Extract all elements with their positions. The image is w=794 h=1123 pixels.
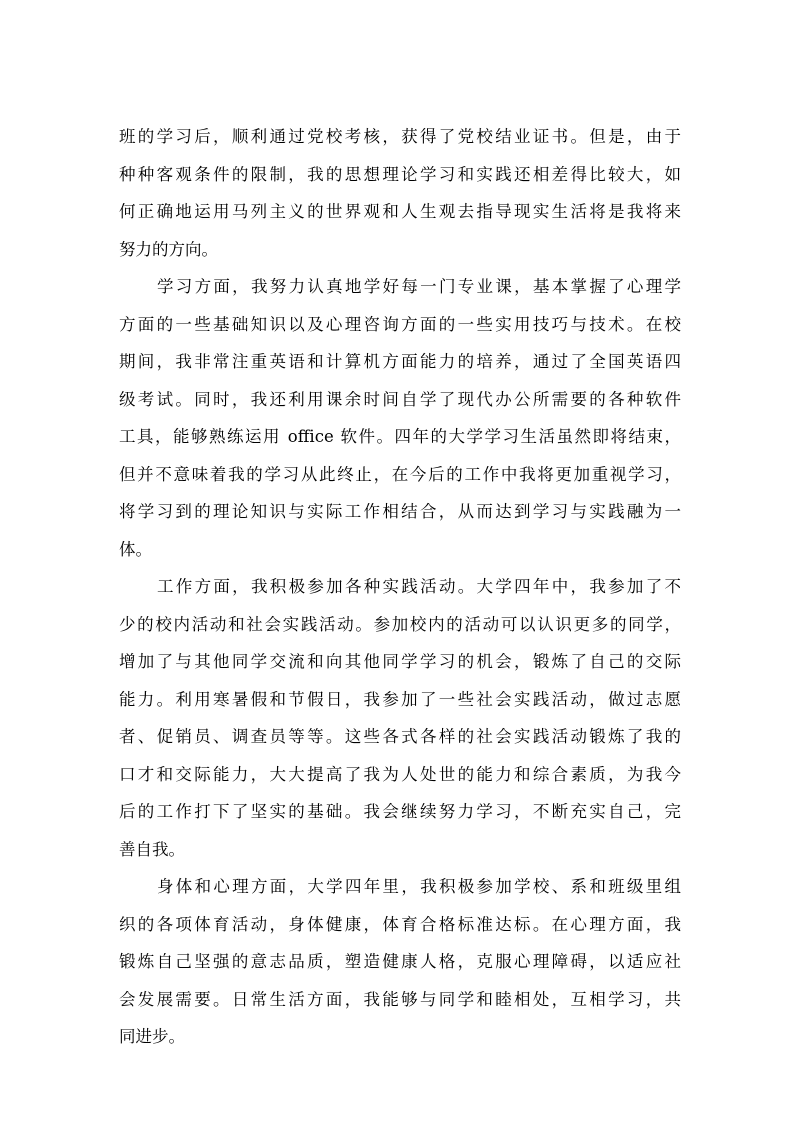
text-line: 少的校内活动和社会实践活动。参加校内的活动可以认识更多的同学，: [119, 614, 681, 634]
text-line: 能力。利用寒暑假和节假日，我参加了一些社会实践活动，做过志愿: [119, 689, 681, 709]
document-body: [119, 118, 681, 1056]
text-line: 方面的一些基础知识以及心理咨询方面的一些实用技巧与技术。在校: [119, 314, 681, 334]
text-line: 工作方面，我积极参加各种实践活动。大学四年中，我参加了不: [157, 577, 681, 596]
text-line: 身体和心理方面，大学四年里，我积极参加学校、系和班级里组: [157, 877, 681, 896]
paragraph: [119, 268, 681, 568]
paragraph: [119, 568, 681, 868]
text-line: 善自我。: [119, 839, 185, 859]
text-line: 者、促销员、调查员等等。这些各式各样的社会实践活动锻炼了我的: [119, 727, 681, 746]
text-line: 锻炼自己坚强的意志品质，塑造健康人格，克服心理障碍，以适应社: [119, 952, 681, 971]
text-line: 学习方面，我努力认真地学好每一门专业课，基本掌握了心理学: [157, 277, 681, 296]
text-line: 织的各项体育活动，身体健康，体育合格标准达标。在心理方面，我: [119, 914, 681, 934]
text-line: 努力的方向。: [119, 239, 218, 259]
text-line: 何正确地运用马列主义的世界观和人生观去指导现实生活将是我将来: [119, 202, 681, 221]
text-line: 同进步。: [119, 1027, 185, 1046]
text-line: 会发展需要。日常生活方面，我能够与同学和睦相处，互相学习，共: [119, 989, 681, 1009]
text-line: 增加了与其他同学交流和向其他同学学习的机会，锻炼了自己的交际: [119, 652, 681, 671]
text-line: 种种客观条件的限制，我的思想理论学习和实践还相差得比较大，如: [119, 164, 681, 184]
text-line: 体。: [119, 539, 152, 559]
text-line: 班的学习后，顺利通过党校考核，获得了党校结业证书。但是，由于: [119, 127, 681, 146]
paragraph: [119, 868, 681, 1056]
text-line: 后的工作打下了坚实的基础。我会继续努力学习，不断充实自己，完: [119, 802, 681, 821]
text-line: 工具，能够熟练运用 office 软件。四年的大学学习生活虽然即将结束，: [119, 427, 681, 446]
text-line: 级考试。同时，我还利用课余时间自学了现代办公所需要的各种软件: [119, 389, 681, 409]
text-line: 口才和交际能力，大大提高了我为人处世的能力和综合素质，为我今: [119, 764, 681, 784]
text-line: 期间，我非常注重英语和计算机方面能力的培养，通过了全国英语四: [119, 352, 681, 371]
text-line: 将学习到的理论知识与实际工作相结合，从而达到学习与实践融为一: [119, 502, 681, 521]
text-line: 但并不意味着我的学习从此终止，在今后的工作中我将更加重视学习，: [119, 464, 681, 484]
paragraph: [119, 118, 681, 268]
